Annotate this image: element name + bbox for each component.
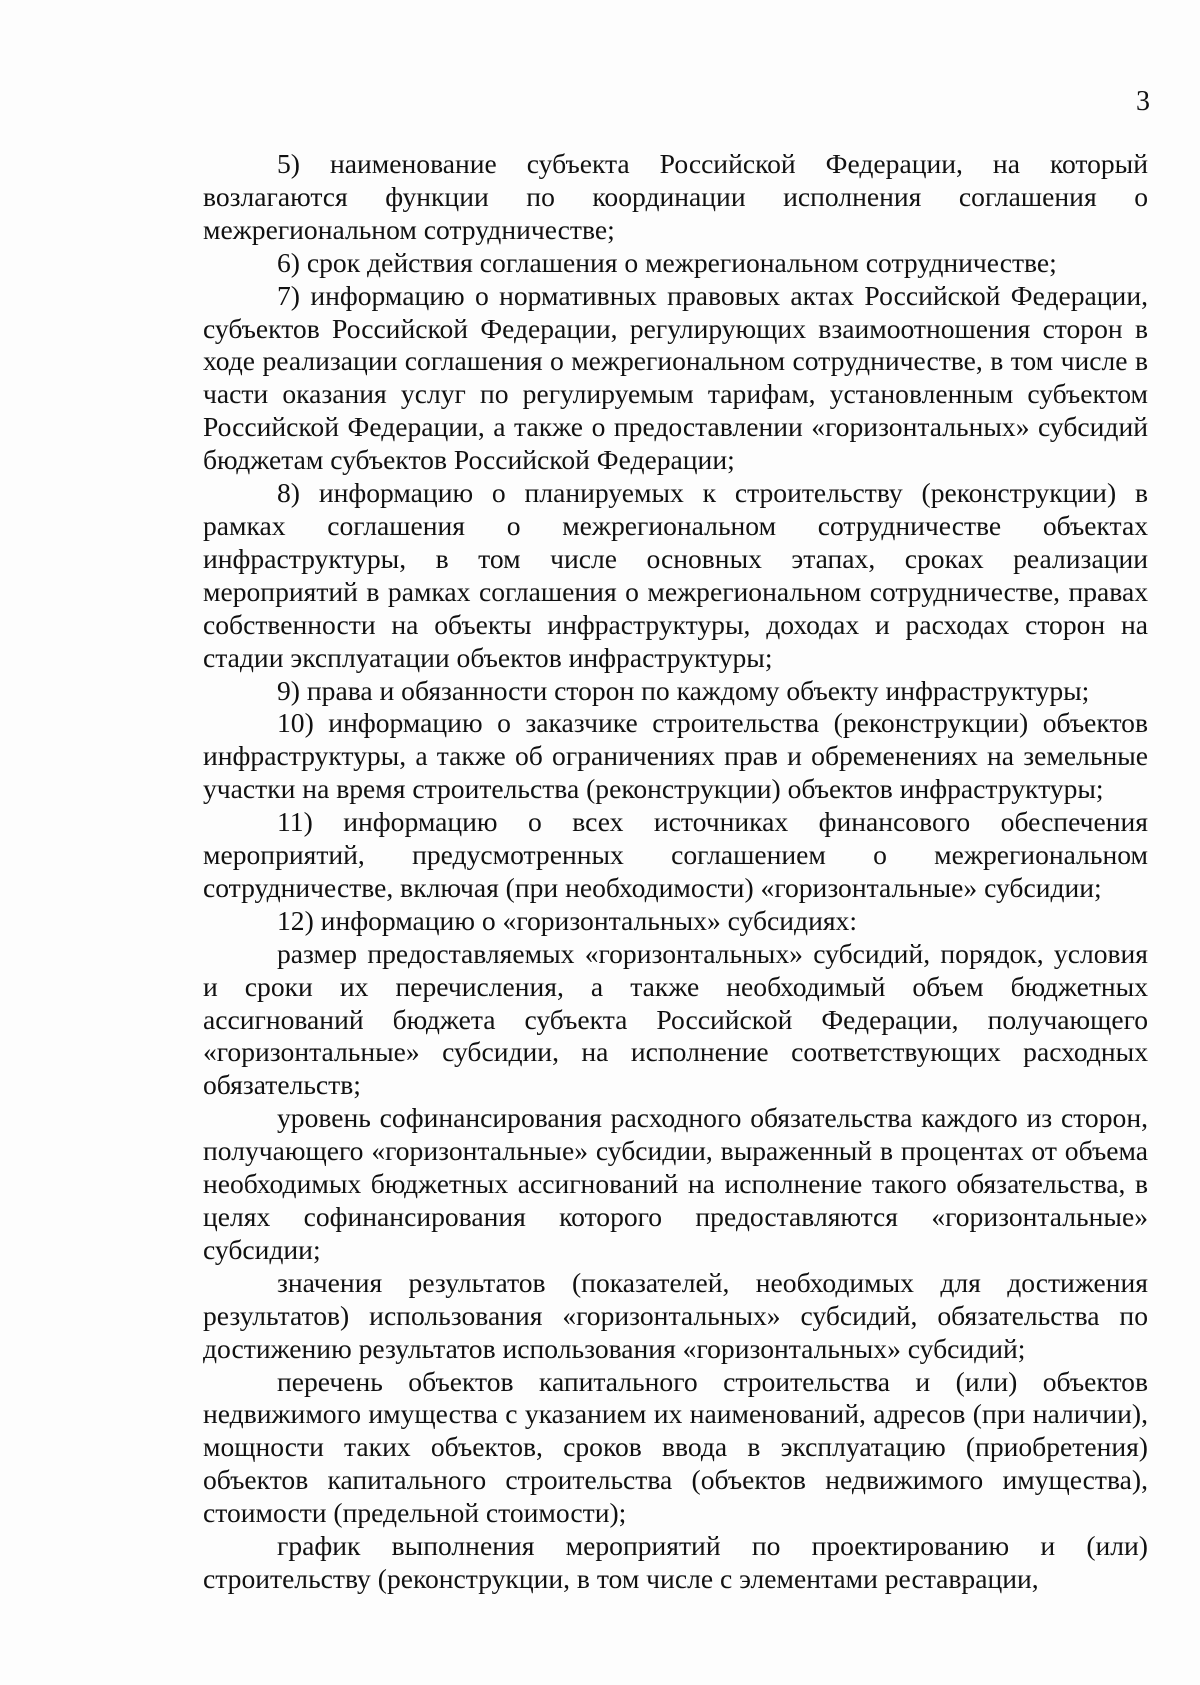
document-body (203, 148, 1148, 1596)
paragraph-objects-list: перечень объектов капитального строительства и (или) объектов недвижимого имущества с указанием их наименований, адресов (при наличии), мощности таких объектов, сроков ввода в эксплуатацию (приобретения) объектов капитального строительства (объектов недвижимого имущества), стоимости (предельной стоимости); (203, 1365, 1148, 1529)
paragraph-item-5: 5) наименование субъекта Российской Федерации, на который возлагаются функции по координации исполнения соглашения о межрегиональном сотрудничестве; (203, 148, 1148, 245)
paragraph-item-12: 12) информацию о «горизонтальных» субсидиях: (277, 904, 857, 936)
paragraph-subsidy-size: размер предоставляемых «горизонтальных» субсидий, порядок, условия и сроки их перечисления, а также необходимый объем бюджетных ассигнований бюджета субъекта Российской Федерации, получающего «горизонтальные» субсидии, на исполнение соответствующих расходных обязательств; (203, 937, 1148, 1101)
paragraph-schedule: график выполнения мероприятий по проектированию и (или) строительству (реконструкции, в том числе с элементами реставрации, (203, 1530, 1148, 1594)
paragraph-item-7: 7) информацию о нормативных правовых актах Российской Федерации, субъектов Российской Федерации, регулирующих взаимоотношения сторон в ходе реализации соглашения о межрегиональном сотрудничестве, в том числе в части оказания услуг по регулируемым тарифам, установленным субъектом Российской Федерации, а также о предоставлении «горизонтальных» субсидий бюджетам субъектов Российской Федерации; (203, 279, 1148, 476)
paragraph-result-values: значения результатов (показателей, необходимых для достижения результатов) использования «горизонтальных» субсидий, обязательства по достижению результатов использования «горизонтальных» субсидий; (203, 1266, 1148, 1364)
paragraph-cofinancing-level: уровень софинансирования расходного обязательства каждого из сторон, получающего «горизонтальные» субсидии, выраженный в процентах от объема необходимых бюджетных ассигнований на исполнение такого обязательства, в целях софинансирования которого предоставляются «горизонтальные» субсидии; (203, 1102, 1148, 1265)
page-number: 3 (1136, 86, 1150, 117)
paragraph-item-10: 10) информацию о заказчике строительства (реконструкции) объектов инфраструктуры, а также об ограничениях прав и обременениях на земельные участки на время строительства (реконструкции) объектов инфраструктуры; (203, 707, 1148, 805)
paragraph-item-6: 6) срок действия соглашения о межрегиональном сотрудничестве; (277, 246, 1057, 278)
paragraph-item-9: 9) права и обязанности сторон по каждому объекту инфраструктуры; (277, 674, 1090, 706)
paragraph-item-11: 11) информацию о всех источниках финансового обеспечения мероприятий, предусмотренных соглашением о межрегиональном сотрудничестве, включая (при необходимости) «горизонтальные» субсидии; (203, 806, 1148, 903)
paragraph-item-8: 8) информацию о планируемых к строительству (реконструкции) в рамках соглашения о межрегиональном сотрудничестве объектах инфраструктуры, в том числе основных этапах, сроках реализации мероприятий в рамках соглашения о межрегиональном сотрудничестве, правах собственности на объекты инфраструктуры, доходах и расходах сторон на стадии эксплуатации объектов инфраструктуры; (203, 477, 1148, 673)
